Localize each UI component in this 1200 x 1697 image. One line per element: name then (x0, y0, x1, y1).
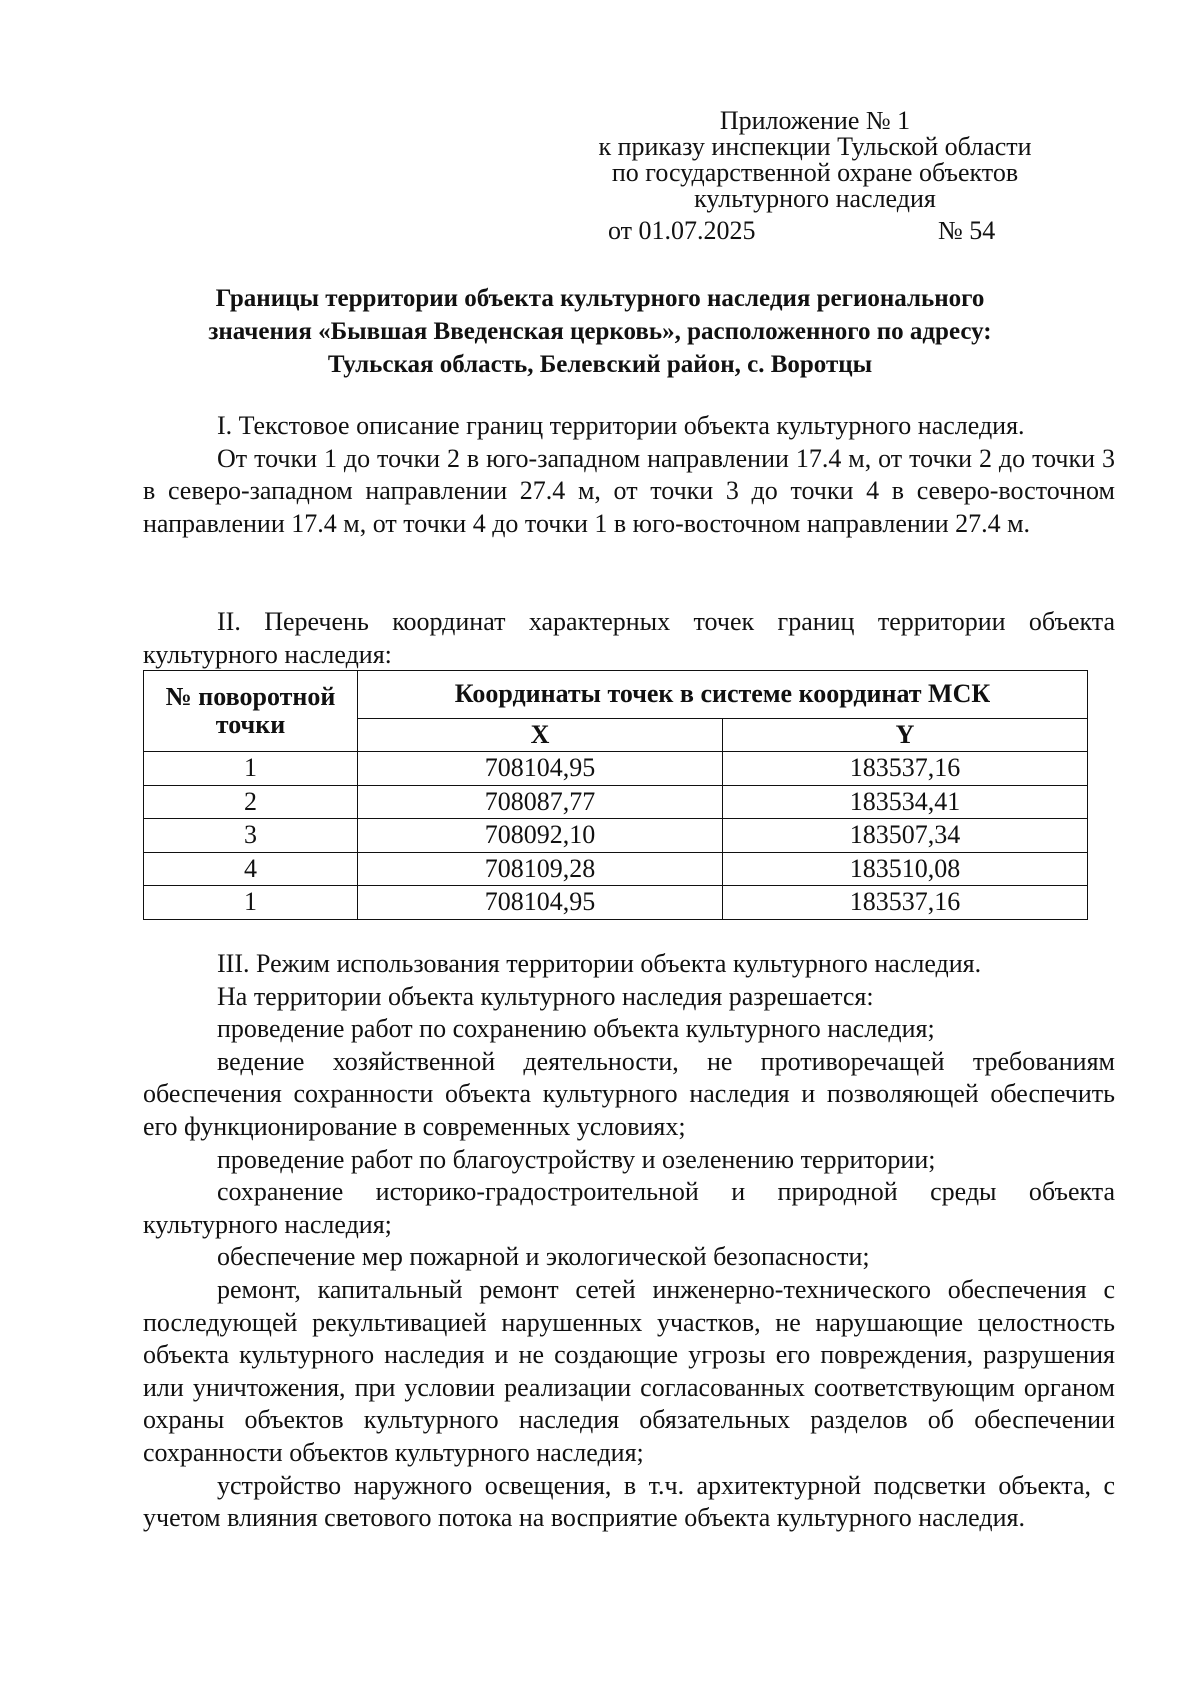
document-title (0, 282, 1200, 381)
column-header-coords: Координаты точек в системе координат МСК (358, 671, 1088, 719)
allowed-item: проведение работ по сохранению объекта культурного наследия; (217, 1014, 935, 1044)
coordinates-table (143, 670, 1088, 920)
allowed-item: проведение работ по благоустройству и озеленению территории; (217, 1144, 936, 1174)
cell-x: 708092,10 (358, 819, 723, 853)
allowed-item: ремонт, капитальный ремонт сетей инженерно-технического обеспечения с последующей рекультивацией нарушенных участков, не нарушающие целостность объекта культурного наследия и не создающие угрозы его повреждения, разрушения или уничтожения, при условии реализации согласованных соответствующим органом охраны объектов культурного наследия обязательных разделов об обеспечении сохранности объектов культурного наследия; (143, 1274, 1115, 1467)
cell-point: 1 (144, 886, 358, 920)
order-date: от 01.07.2025 (608, 216, 756, 245)
appendix-line: к приказу инспекции Тульской области (598, 132, 1032, 161)
column-header-x: X (358, 718, 723, 751)
order-number: № 54 (938, 216, 996, 245)
section-1 (143, 410, 1115, 540)
column-header-y: Y (723, 718, 1088, 751)
title-line: Тульская область, Белевский район, с. Воротцы (327, 351, 873, 378)
title-line: значения «Бывшая Введенская церковь», расположенного по адресу: (208, 318, 992, 345)
cell-point: 3 (144, 819, 358, 853)
section-1-text: От точки 1 до точки 2 в юго-западном направлении 17.4 м, от точки 2 до точки 3 в северо-западном направлении 27.4 м, от точки 3 до точки 4 в северо-восточном направлении 17.4 м, от точки 4 до точки 1 в юго-восточном направлении 27.4 м. (143, 443, 1115, 538)
section-3-intro: На территории объекта культурного наследия разрешается: (217, 981, 874, 1011)
allowed-item: ведение хозяйственной деятельности, не противоречащей требованиям обеспечения сохранности объекта культурного наследия и позволяющей обеспечить его функционирование в современных условиях; (143, 1046, 1115, 1141)
table-row (144, 852, 1088, 886)
cell-y: 183537,16 (723, 752, 1088, 786)
cell-x: 708104,95 (358, 886, 723, 920)
allowed-item: устройство наружного освещения, в т.ч. архитектурной подсветки объекта, с учетом влияния светового потока на восприятие объекта культурного наследия. (143, 1470, 1115, 1533)
column-header-point: № поворотной точки (144, 671, 358, 752)
cell-x: 708104,95 (358, 752, 723, 786)
cell-y: 183534,41 (723, 785, 1088, 819)
cell-y: 183537,16 (723, 886, 1088, 920)
table-row (144, 886, 1088, 920)
section-3-heading: III. Режим использования территории объекта культурного наследия. (217, 949, 982, 978)
cell-point: 1 (144, 752, 358, 786)
table-row (144, 752, 1088, 786)
allowed-item: обеспечение мер пожарной и экологической безопасности; (217, 1242, 870, 1272)
cell-point: 4 (144, 852, 358, 886)
appendix-line: по государственной охране объектов (611, 158, 1019, 187)
appendix-line: культурного наследия (694, 184, 936, 213)
section-2-heading: II. Перечень координат характерных точек границ территории объекта культурного наследия: (143, 607, 1115, 669)
title-line: Границы территории объекта культурного наследия регионального (215, 285, 985, 312)
appendix-header (555, 108, 1075, 212)
cell-y: 183507,34 (723, 819, 1088, 853)
section-2 (143, 606, 1115, 671)
allowed-item: сохранение историко-градостроительной и природной среды объекта культурного наследия; (143, 1177, 1115, 1239)
cell-x: 708087,77 (358, 785, 723, 819)
cell-y: 183510,08 (723, 852, 1088, 886)
section-3 (143, 948, 1115, 1535)
cell-point: 2 (144, 785, 358, 819)
cell-x: 708109,28 (358, 852, 723, 886)
table-row (144, 785, 1088, 819)
section-1-heading: I. Текстовое описание границ территории объекта культурного наследия. (217, 411, 1025, 440)
table-row (144, 819, 1088, 853)
appendix-title: Приложение № 1 (719, 106, 911, 135)
